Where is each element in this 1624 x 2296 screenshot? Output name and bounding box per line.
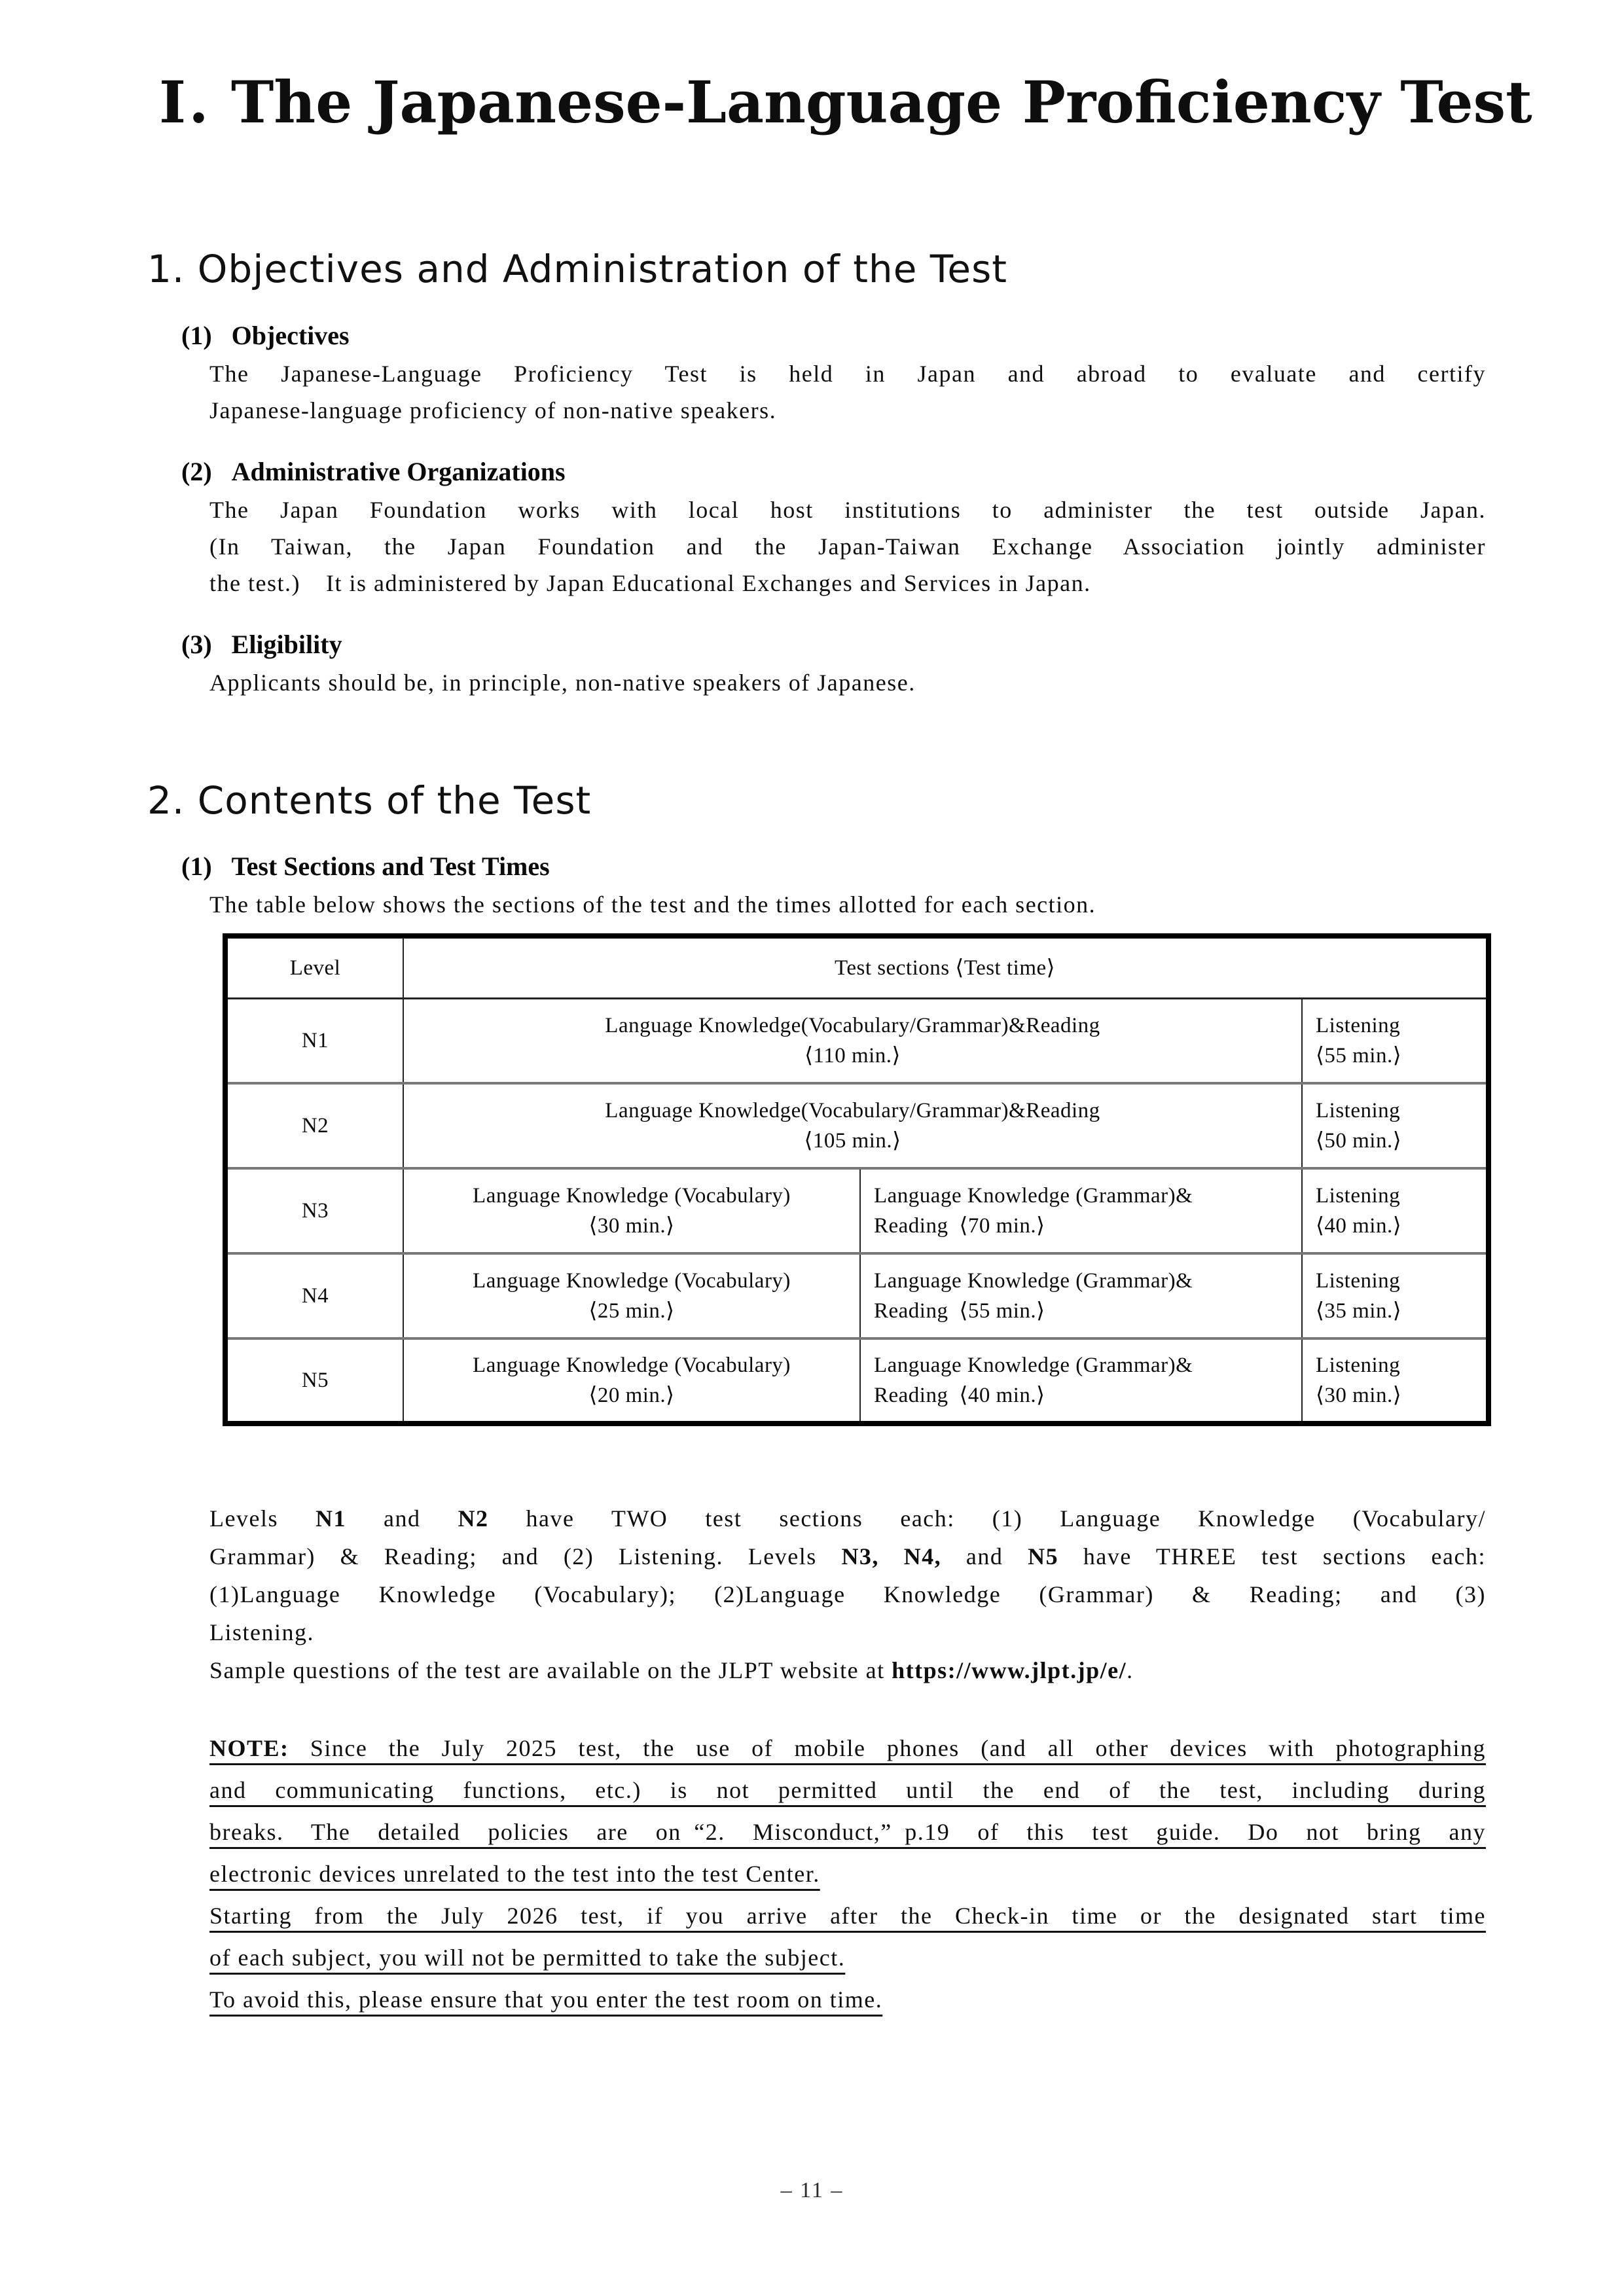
text-line xyxy=(209,492,1486,528)
cell-line: Language Knowledge (Vocabulary) xyxy=(473,1354,791,1378)
cell-line: Language Knowledge (Grammar)& xyxy=(874,1354,1193,1378)
section-cell xyxy=(1302,1083,1489,1168)
table-header-level: Level xyxy=(225,936,403,998)
cell-line: Listening xyxy=(1316,1269,1401,1293)
text-run: electronic devices unrelated to the test into the test Center. xyxy=(209,1861,820,1888)
cell-line: ⟨35 min.⟩ xyxy=(1316,1299,1402,1323)
subsection-number: (1) xyxy=(181,320,212,350)
text-run: Levels xyxy=(209,1505,316,1532)
section-cell xyxy=(1302,998,1489,1083)
subsection-title: Test Sections and Test Times xyxy=(231,852,550,882)
section-cell xyxy=(1302,1168,1489,1253)
cell-line: ⟨40 min.⟩ xyxy=(1316,1214,1402,1238)
title-text: The Japanese-Language Proficiency Test xyxy=(230,68,1532,136)
section-cell xyxy=(403,998,1302,1083)
cell-line: Reading ⟨70 min.⟩ xyxy=(874,1214,1045,1238)
text-run: Sample questions of the test are available on the JLPT website at xyxy=(209,1657,892,1684)
bold-text-run: https://www.jlpt.jp/e/ xyxy=(892,1657,1127,1684)
cell-line: Language Knowledge (Grammar)& xyxy=(874,1184,1193,1208)
text-line xyxy=(209,886,1486,923)
page-number: – 11 – xyxy=(780,2178,844,2202)
section-cell xyxy=(860,1168,1302,1253)
text-run: have TWO test sections each: (1) Language Knowledge (Vocabulary/ xyxy=(488,1505,1486,1532)
cell-line: Listening xyxy=(1316,1354,1401,1378)
text-line xyxy=(209,1937,1486,1979)
text-run: (1)Language Knowledge (Vocabulary); (2)Language Knowledge (Grammar) & Reading; and (3) xyxy=(209,1581,1486,1608)
text-line xyxy=(209,1575,1486,1613)
title-numeral: Ⅰ. xyxy=(159,68,211,136)
section-cell xyxy=(403,1083,1302,1168)
section-cell xyxy=(1302,1253,1489,1338)
text-line xyxy=(209,528,1486,565)
text-run: Listening. xyxy=(209,1619,314,1646)
section-heading-objectives-administration: 1. Objectives and Administration of the Test xyxy=(147,247,1008,292)
text-run: The Japan Foundation works with local host institutions to administer the test outside Japan. xyxy=(209,496,1486,523)
cell-line: ⟨30 min.⟩ xyxy=(1316,1384,1402,1408)
text-line xyxy=(209,1613,1486,1651)
cell-line: ⟨110 min.⟩ xyxy=(804,1044,901,1068)
level-cell: N2 xyxy=(225,1083,403,1168)
table-row xyxy=(225,1083,1489,1168)
subsection-heading-objectives xyxy=(181,319,1624,353)
table-row xyxy=(225,1253,1489,1338)
text-line xyxy=(209,664,1486,701)
section-cell xyxy=(1302,1338,1489,1424)
text-run: Grammar) & Reading; and (2) Listening. Levels xyxy=(209,1543,842,1570)
text-run: Applicants should be, in principle, non-native speakers of Japanese. xyxy=(209,669,916,696)
text-run: Since the July 2025 test, the use of mobile phones (and all other devices with photographing xyxy=(289,1735,1486,1762)
text-run: and communicating functions, etc.) is not permitted until the end of the test, including during xyxy=(209,1777,1486,1804)
page-title xyxy=(159,68,1532,136)
cell-line: ⟨25 min.⟩ xyxy=(588,1299,675,1323)
table-row xyxy=(225,1338,1489,1424)
section-cell xyxy=(403,1253,860,1338)
text-run: Starting from the July 2026 test, if you arrive after the Check-in time or the designated start time xyxy=(209,1903,1486,1929)
cell-line: Listening xyxy=(1316,1184,1401,1208)
level-cell: N5 xyxy=(225,1338,403,1424)
bold-text-run: NOTE: xyxy=(209,1735,289,1762)
text-run: . xyxy=(1127,1657,1134,1684)
table-row xyxy=(225,1168,1489,1253)
test-table-body xyxy=(225,998,1489,1424)
level-cell: N4 xyxy=(225,1253,403,1338)
text-line xyxy=(209,355,1486,392)
levels-description-paragraph xyxy=(209,1499,1486,1689)
text-run: Japanese-language proficiency of non-native speakers. xyxy=(209,397,777,423)
cell-line: Language Knowledge (Vocabulary) xyxy=(473,1269,791,1293)
cell-line: Language Knowledge (Vocabulary) xyxy=(473,1184,791,1208)
text-run: The Japanese-Language Proficiency Test is held in Japan and abroad to evaluate and certify xyxy=(209,360,1486,387)
section-cell xyxy=(860,1338,1302,1424)
cell-line: Language Knowledge(Vocabulary/Grammar)&Reading xyxy=(605,1099,1100,1123)
text-line xyxy=(209,1895,1486,1937)
text-run: The table below shows the sections of the test and the times allotted for each section. xyxy=(209,891,1096,918)
cell-line: ⟨55 min.⟩ xyxy=(1316,1044,1402,1068)
table-header-sections: Test sections ⟨Test time⟩ xyxy=(403,936,1489,998)
text-line xyxy=(209,1651,1486,1689)
objectives-paragraph xyxy=(209,355,1486,429)
subsection-heading-eligibility xyxy=(181,628,1624,662)
cell-line: Reading ⟨40 min.⟩ xyxy=(874,1384,1045,1408)
level-cell: N1 xyxy=(225,998,403,1083)
text-run: (In Taiwan, the Japan Foundation and the Japan-Taiwan Exchange Association jointly administer xyxy=(209,533,1486,560)
section-cell xyxy=(860,1253,1302,1338)
text-run: of each subject, you will not be permitted to take the subject. xyxy=(209,1945,846,1971)
table-header-row xyxy=(225,936,1489,998)
level-cell: N3 xyxy=(225,1168,403,1253)
subsection-heading-administrative-organizations xyxy=(181,455,1624,489)
note-block xyxy=(209,1727,1486,2020)
cell-line: ⟨30 min.⟩ xyxy=(588,1214,675,1238)
administrative-organizations-paragraph xyxy=(209,492,1486,601)
table-row xyxy=(225,998,1489,1083)
subsection-number: (2) xyxy=(181,456,212,486)
text-run: and xyxy=(941,1543,1028,1570)
text-line xyxy=(209,1979,1486,2020)
cell-line: Language Knowledge(Vocabulary/Grammar)&Reading xyxy=(605,1014,1100,1038)
bold-text-run: N3, N4, xyxy=(841,1543,942,1570)
section-heading-contents: 2. Contents of the Test xyxy=(147,778,592,823)
cell-line: ⟨105 min.⟩ xyxy=(804,1129,901,1153)
cell-line: Listening xyxy=(1316,1014,1401,1038)
text-run: have THREE test sections each: xyxy=(1058,1543,1486,1570)
subsection-title: Objectives xyxy=(231,320,350,350)
text-line xyxy=(209,1727,1486,1769)
section-cell xyxy=(403,1338,860,1424)
text-line xyxy=(209,1853,1486,1895)
section-cell xyxy=(403,1168,860,1253)
text-line xyxy=(209,1537,1486,1575)
bold-text-run: N5 xyxy=(1028,1543,1059,1570)
text-run: breaks. The detailed policies are on “2. Misconduct,” p.19 of this test guide. Do not bring any xyxy=(209,1819,1486,1846)
cell-line: ⟨50 min.⟩ xyxy=(1316,1129,1402,1153)
text-run: and xyxy=(346,1505,458,1532)
cell-line: Language Knowledge (Grammar)& xyxy=(874,1269,1193,1293)
subsection-number: (1) xyxy=(181,852,212,882)
text-line xyxy=(209,1769,1486,1811)
subsection-title: Administrative Organizations xyxy=(231,456,566,486)
text-line xyxy=(209,392,1486,429)
subsection-title: Eligibility xyxy=(231,629,342,659)
cell-line: ⟨20 min.⟩ xyxy=(588,1384,675,1408)
text-run: the test.) It is administered by Japan Educational Exchanges and Services in Japan. xyxy=(209,569,1091,596)
test-sections-table xyxy=(223,933,1491,1426)
eligibility-paragraph xyxy=(209,664,1486,701)
subsection-heading-test-sections-times xyxy=(181,850,1624,884)
subsection-number: (3) xyxy=(181,629,212,659)
text-run: To avoid this, please ensure that you enter the test room on time. xyxy=(209,1986,883,2013)
text-line xyxy=(209,1811,1486,1853)
cell-line: Listening xyxy=(1316,1099,1401,1123)
bold-text-run: N2 xyxy=(458,1505,489,1532)
text-line xyxy=(209,1499,1486,1537)
cell-line: Reading ⟨55 min.⟩ xyxy=(874,1299,1045,1323)
bold-text-run: N1 xyxy=(315,1505,346,1532)
text-line xyxy=(209,565,1486,601)
table-intro-paragraph xyxy=(209,886,1486,923)
